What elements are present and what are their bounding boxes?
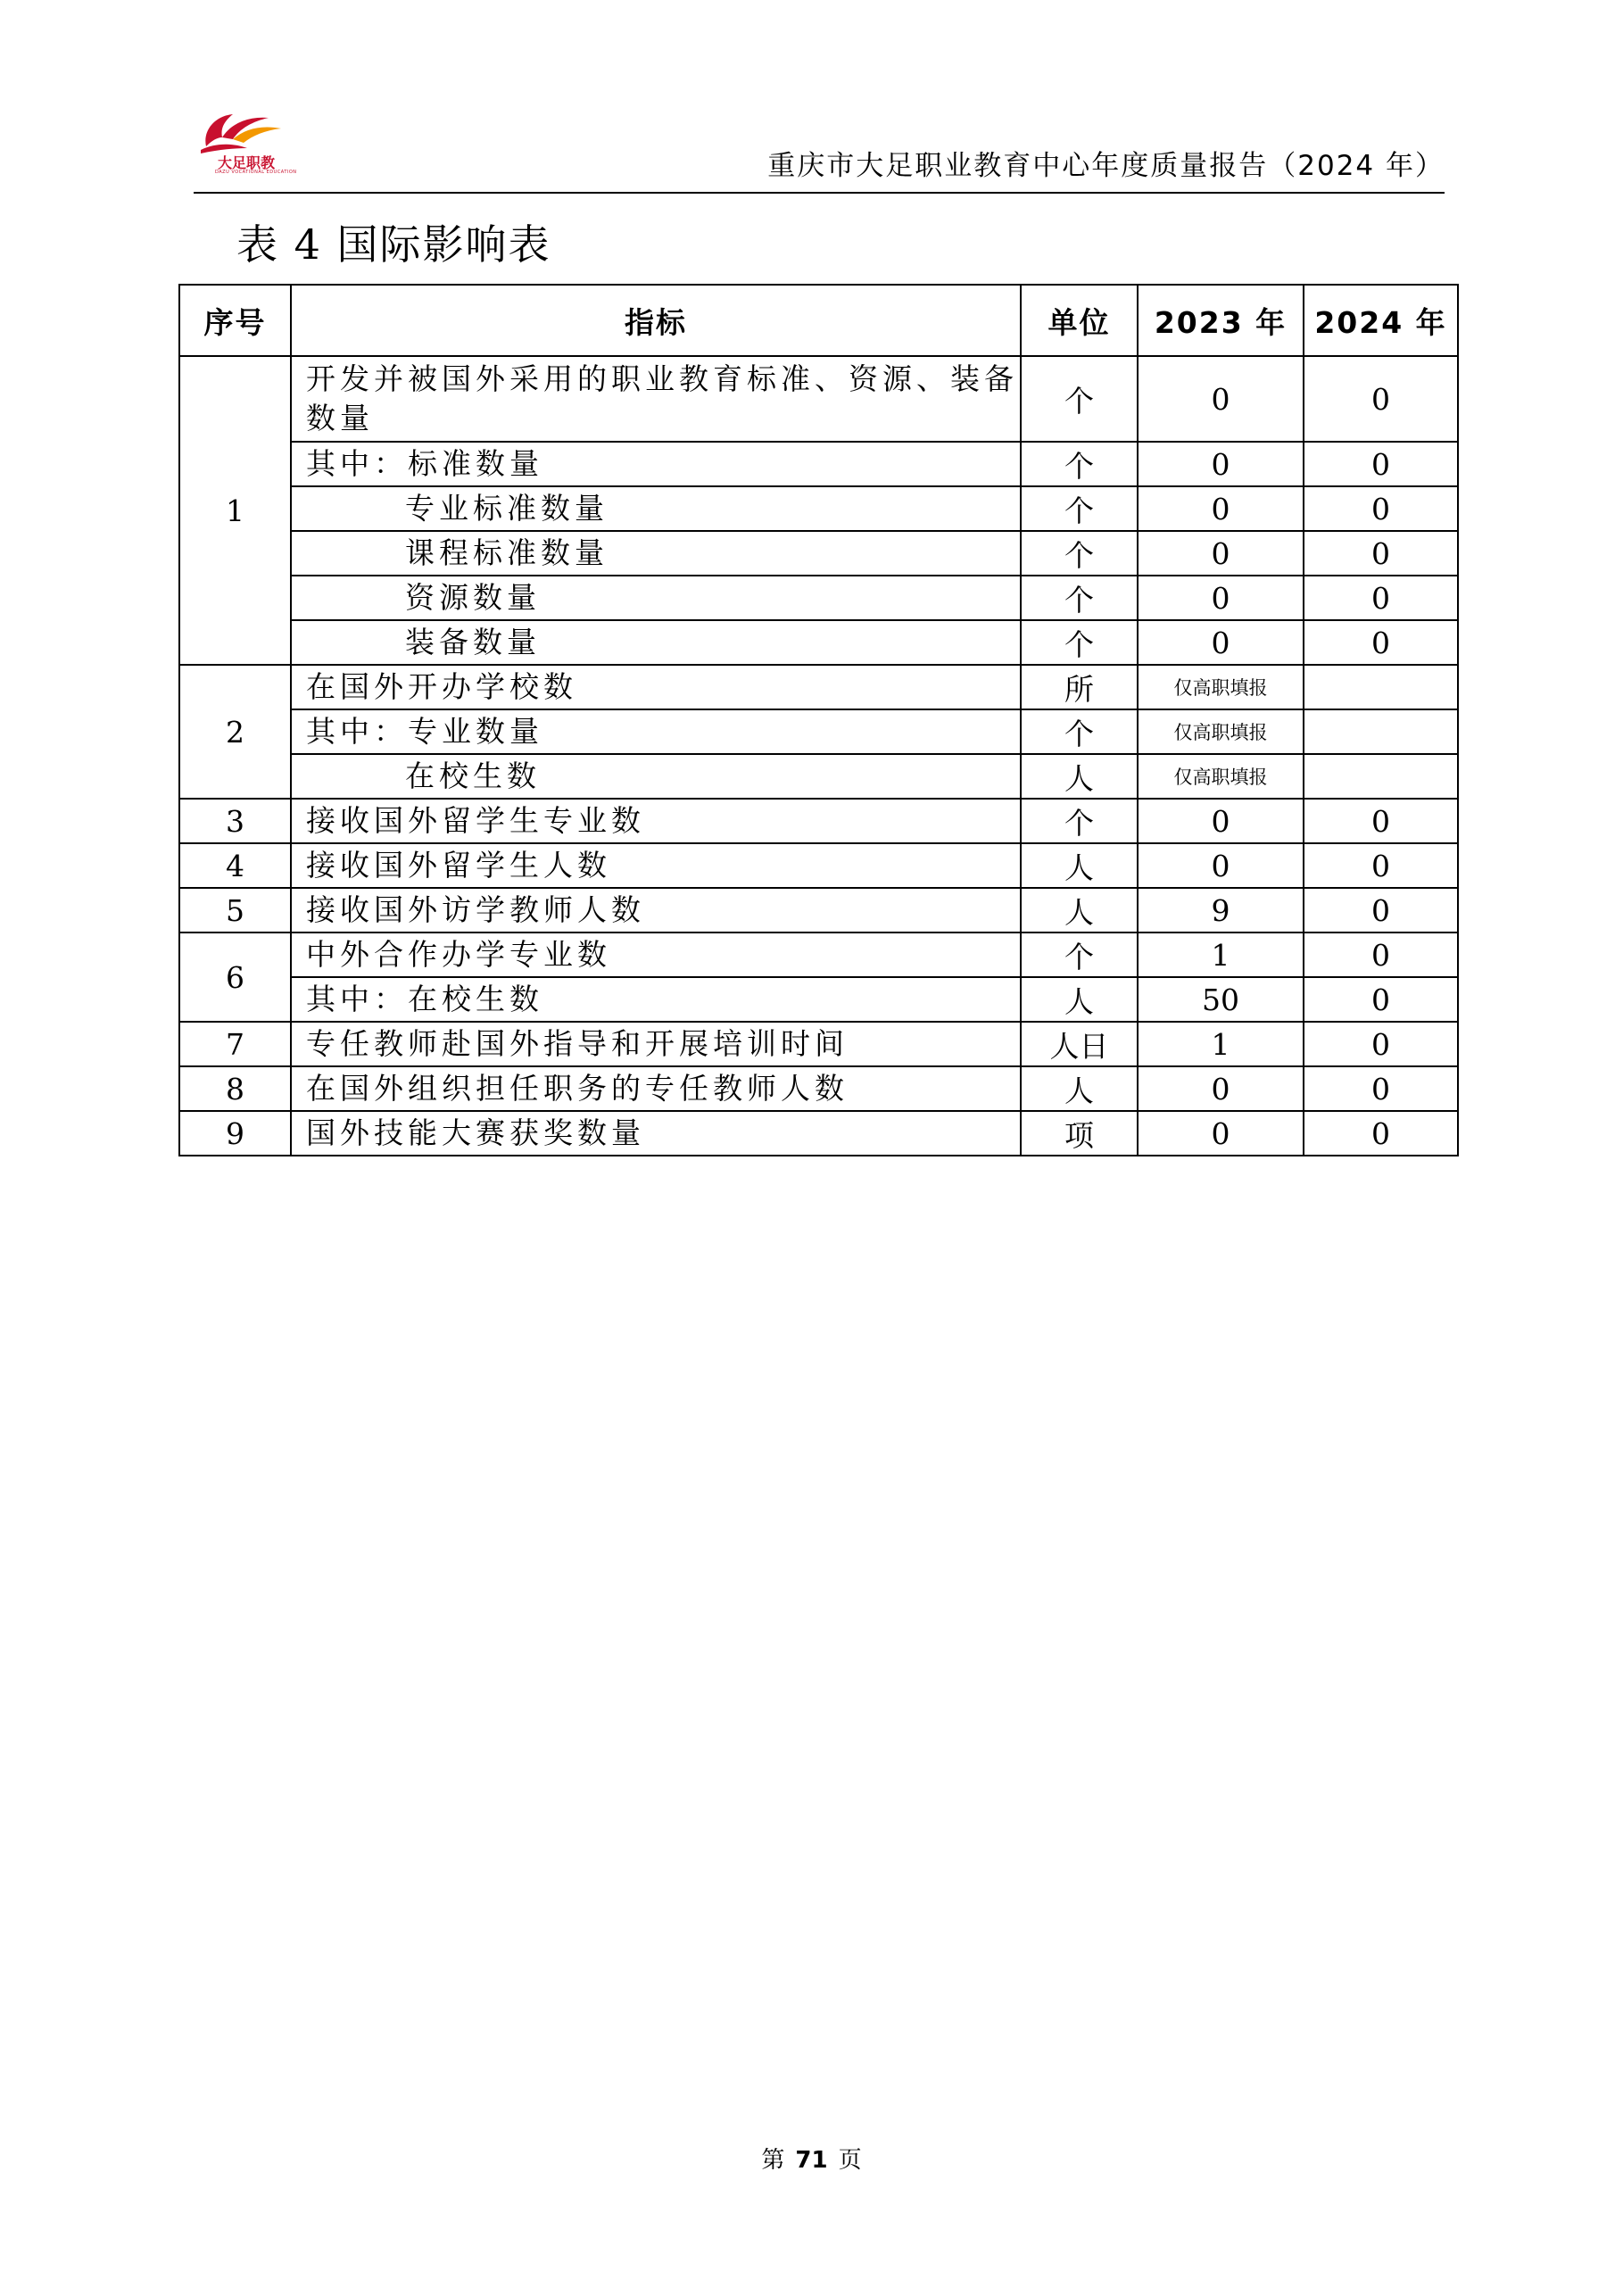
row-number: 1 <box>179 356 291 665</box>
unit-cell: 人日 <box>1021 1022 1138 1066</box>
value-2023-cell: 0 <box>1138 356 1304 442</box>
indicator-cell: 国外技能大赛获奖数量 <box>291 1111 1021 1156</box>
table-row <box>179 709 1458 754</box>
indicator-cell: 专任教师赴国外指导和开展培训时间 <box>291 1022 1021 1066</box>
unit-cell: 所 <box>1021 665 1138 709</box>
row-number: 8 <box>179 1066 291 1111</box>
row-number: 5 <box>179 888 291 932</box>
indicator-cell: 在国外开办学校数 <box>291 665 1021 709</box>
value-2023-cell: 50 <box>1138 977 1304 1022</box>
value-2023-cell: 0 <box>1138 442 1304 486</box>
value-2024-cell <box>1304 709 1458 754</box>
row-number: 9 <box>179 1111 291 1156</box>
table-row <box>179 1066 1458 1111</box>
table-row <box>179 754 1458 799</box>
indicator-cell: 在国外组织担任职务的专任教师人数 <box>291 1066 1021 1111</box>
value-2024-cell: 0 <box>1304 1022 1458 1066</box>
value-2023-cell: 仅高职填报 <box>1138 665 1304 709</box>
indicator-cell: 接收国外访学教师人数 <box>291 888 1021 932</box>
value-2023-cell: 0 <box>1138 1066 1304 1111</box>
row-number: 4 <box>179 843 291 888</box>
unit-cell: 人 <box>1021 1066 1138 1111</box>
school-logo <box>194 111 297 186</box>
value-2024-cell: 0 <box>1304 356 1458 442</box>
value-2024-cell: 0 <box>1304 1066 1458 1111</box>
table-title: 表 4 国际影响表 <box>236 220 551 269</box>
unit-cell: 人 <box>1021 977 1138 1022</box>
value-2024-cell: 0 <box>1304 531 1458 576</box>
value-2023-cell: 仅高职填报 <box>1138 709 1304 754</box>
unit-cell: 个 <box>1021 709 1138 754</box>
unit-cell: 人 <box>1021 754 1138 799</box>
table-row <box>179 977 1458 1022</box>
row-number: 3 <box>179 799 291 843</box>
column-header-2024: 2024 年 <box>1304 285 1458 356</box>
value-2023-cell: 0 <box>1138 843 1304 888</box>
table-row <box>179 356 1458 442</box>
indicator-cell: 其中：专业数量 <box>291 709 1021 754</box>
column-header-unit: 单位 <box>1021 285 1138 356</box>
value-2023-cell: 0 <box>1138 486 1304 531</box>
logo-subtext: DAZU VOCATIONAL EDUCATION <box>215 170 297 175</box>
row-number: 2 <box>179 665 291 799</box>
value-2023-cell: 0 <box>1138 576 1304 620</box>
value-2024-cell: 0 <box>1304 977 1458 1022</box>
indicator-cell: 装备数量 <box>291 620 1021 665</box>
value-2024-cell: 0 <box>1304 442 1458 486</box>
page-suffix: 页 <box>838 2147 862 2174</box>
value-2023-cell: 1 <box>1138 932 1304 977</box>
logo-text: 大足职教 <box>218 154 276 171</box>
value-2023-cell: 0 <box>1138 799 1304 843</box>
unit-cell: 个 <box>1021 620 1138 665</box>
value-2024-cell <box>1304 754 1458 799</box>
value-2023-cell: 仅高职填报 <box>1138 754 1304 799</box>
indicator-cell: 在校生数 <box>291 754 1021 799</box>
unit-cell: 个 <box>1021 799 1138 843</box>
table-row <box>179 888 1458 932</box>
table-row <box>179 843 1458 888</box>
table-row <box>179 442 1458 486</box>
value-2023-cell: 9 <box>1138 888 1304 932</box>
table-row <box>179 486 1458 531</box>
report-title: 重庆市大足职业教育中心年度质量报告（2024 年） <box>767 150 1445 182</box>
value-2024-cell: 0 <box>1304 576 1458 620</box>
indicator-cell: 其中：在校生数 <box>291 977 1021 1022</box>
row-number: 7 <box>179 1022 291 1066</box>
indicator-cell: 课程标准数量 <box>291 531 1021 576</box>
indicator-cell: 中外合作办学专业数 <box>291 932 1021 977</box>
table-row <box>179 932 1458 977</box>
value-2024-cell <box>1304 665 1458 709</box>
unit-cell: 人 <box>1021 888 1138 932</box>
value-2024-cell: 0 <box>1304 486 1458 531</box>
unit-cell: 个 <box>1021 932 1138 977</box>
international-influence-table <box>178 284 1459 1156</box>
value-2023-cell: 0 <box>1138 531 1304 576</box>
value-2024-cell: 0 <box>1304 799 1458 843</box>
unit-cell: 个 <box>1021 486 1138 531</box>
column-header-no: 序号 <box>179 285 291 356</box>
row-number: 6 <box>179 932 291 1022</box>
value-2024-cell: 0 <box>1304 888 1458 932</box>
table-row <box>179 531 1458 576</box>
table-row <box>179 1022 1458 1066</box>
value-2024-cell: 0 <box>1304 932 1458 977</box>
column-header-2023: 2023 年 <box>1138 285 1304 356</box>
unit-cell: 个 <box>1021 576 1138 620</box>
unit-cell: 个 <box>1021 356 1138 442</box>
indicator-cell: 接收国外留学生人数 <box>291 843 1021 888</box>
indicator-cell: 专业标准数量 <box>291 486 1021 531</box>
value-2023-cell: 1 <box>1138 1022 1304 1066</box>
table-row <box>179 665 1458 709</box>
indicator-cell: 接收国外留学生专业数 <box>291 799 1021 843</box>
column-header-indicator: 指标 <box>291 285 1021 356</box>
page-footer <box>0 2142 1623 2175</box>
table-header-row <box>179 285 1458 356</box>
table-row <box>179 576 1458 620</box>
indicator-cell: 开发并被国外采用的职业教育标准、资源、装备数量 <box>291 356 1021 442</box>
page-number: 71 <box>795 2147 828 2174</box>
value-2023-cell: 0 <box>1138 1111 1304 1156</box>
table-row <box>179 799 1458 843</box>
value-2024-cell: 0 <box>1304 620 1458 665</box>
logo-bird-icon <box>194 111 292 155</box>
page-prefix: 第 <box>761 2147 785 2174</box>
indicator-cell: 其中：标准数量 <box>291 442 1021 486</box>
value-2024-cell: 0 <box>1304 1111 1458 1156</box>
unit-cell: 个 <box>1021 531 1138 576</box>
unit-cell: 人 <box>1021 843 1138 888</box>
page-header <box>194 107 1445 194</box>
indicator-cell: 资源数量 <box>291 576 1021 620</box>
table-row <box>179 620 1458 665</box>
unit-cell: 项 <box>1021 1111 1138 1156</box>
value-2024-cell: 0 <box>1304 843 1458 888</box>
value-2023-cell: 0 <box>1138 620 1304 665</box>
table-row <box>179 1111 1458 1156</box>
unit-cell: 个 <box>1021 442 1138 486</box>
